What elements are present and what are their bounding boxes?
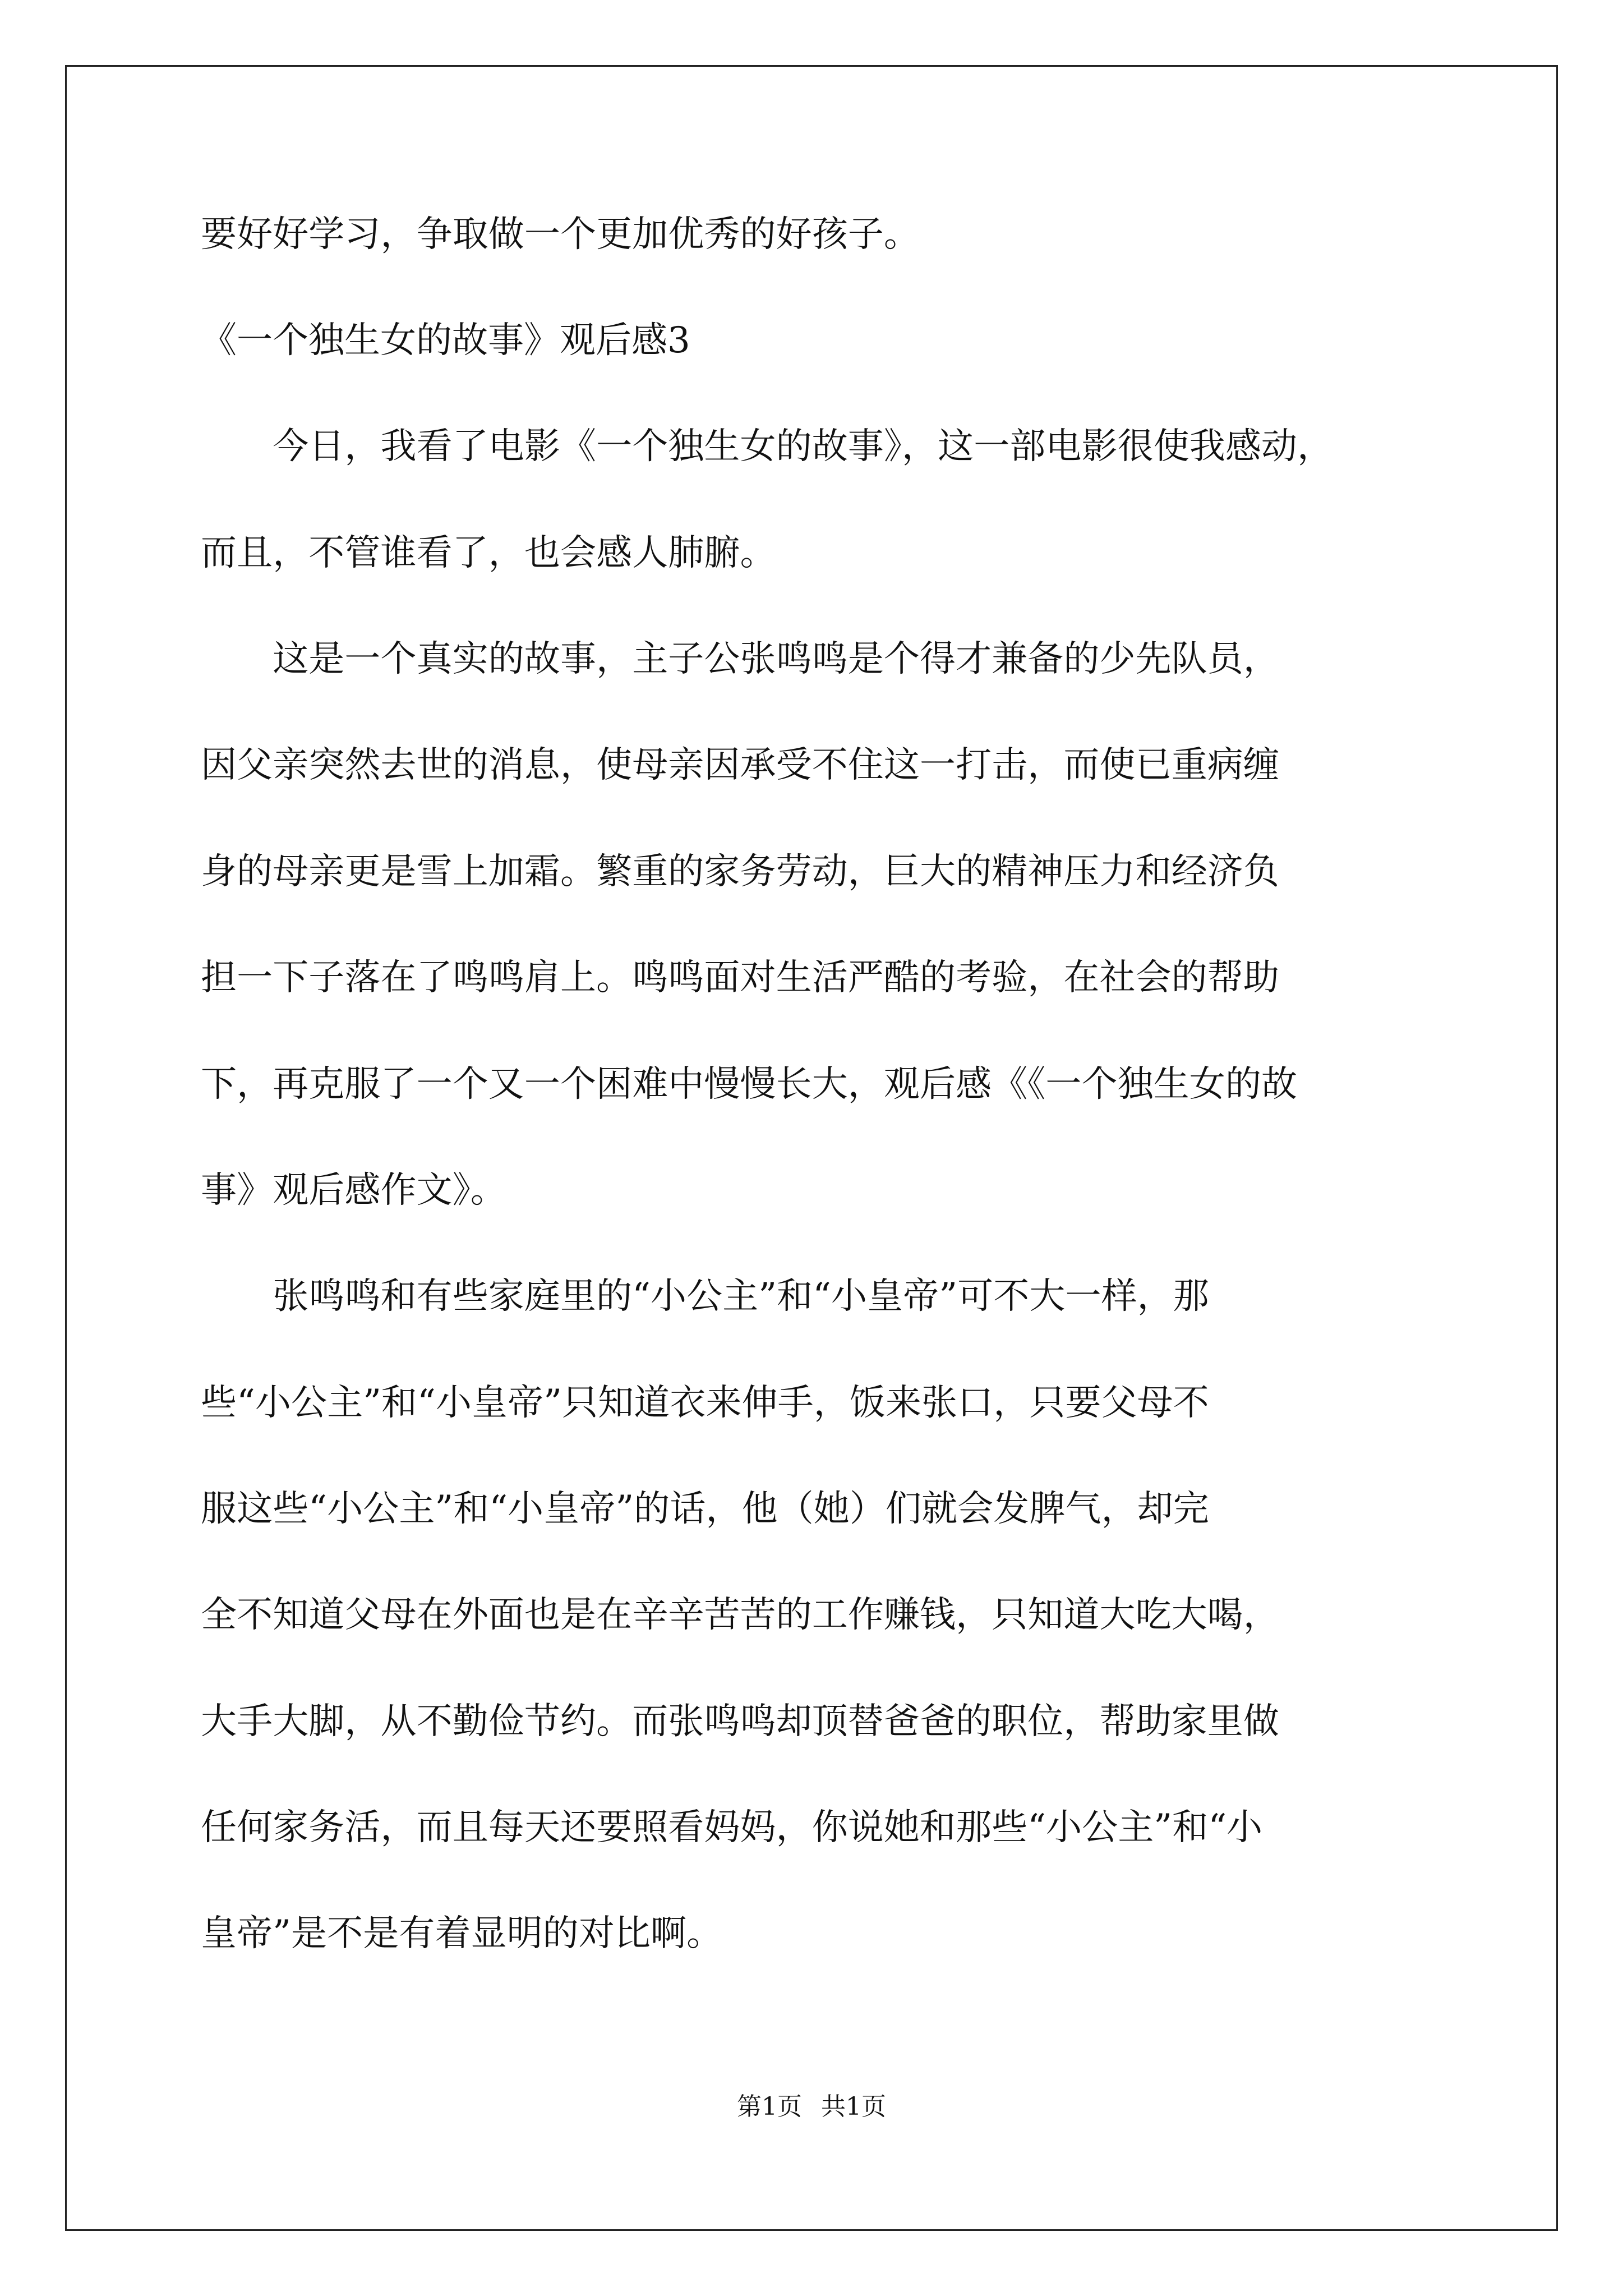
text-line-11: 张鸣鸣和有些家庭里的“小公主”和“小皇帝”可不大一样，那: [201, 1276, 1209, 1317]
text-line-16: 任何家务活，而且每天还要照看妈妈，你说她和那些“小公主”和“小: [201, 1807, 1263, 1848]
text-line-1: 要好好学习，争取做一个更加优秀的好孩子。: [201, 214, 920, 255]
page-border: [65, 65, 1558, 2231]
text-line-7: 身的母亲更是雪上加霜。繁重的家务劳动，巨大的精神压力和经济负: [201, 851, 1279, 892]
text-line-13: 服这些“小公主”和“小皇帝”的话，他（她）们就会发脾气，却完: [201, 1488, 1209, 1530]
text-line-3: 今日，我看了电影《一个独生女的故事》，这一部电影很使我感动，: [201, 426, 1334, 467]
text-line-15: 大手大脚，从不勤俭节约。而张鸣鸣却顶替爸爸的职位，帮助家里做: [201, 1701, 1279, 1742]
text-line-8: 担一下子落在了鸣鸣肩上。鸣鸣面对生活严酷的考验，在社会的帮助: [201, 957, 1279, 999]
text-line-14: 全不知道父母在外面也是在辛辛苦苦的工作赚钱，只知道大吃大喝，: [201, 1594, 1279, 1636]
text-line-10: 事》观后感作文》。: [201, 1170, 506, 1211]
text-line-6: 因父亲突然去世的消息，使母亲因承受不住这一打击，而使已重病缠: [201, 744, 1279, 786]
section-title: 《一个独生女的故事》观后感3: [201, 320, 690, 361]
text-line-9: 下，再克服了一个又一个困难中慢慢长大，观后感《《一个独生女的故: [201, 1064, 1298, 1105]
text-line-12: 些“小公主”和“小皇帝”只知道衣来伸手，饭来张口，只要父母不: [201, 1382, 1209, 1424]
total-pages: 共1页: [821, 2092, 886, 2121]
text-line-4: 而且，不管谁看了，也会感人肺腑。: [201, 532, 776, 574]
text-line-17: 皇帝”是不是有着显明的对比啊。: [201, 1913, 723, 1954]
text-line-5: 这是一个真实的故事，主子公张鸣鸣是个得才兼备的少先队员，: [201, 638, 1279, 680]
page-number: 第1页: [737, 2092, 802, 2121]
page-footer: [0, 2092, 1623, 2122]
